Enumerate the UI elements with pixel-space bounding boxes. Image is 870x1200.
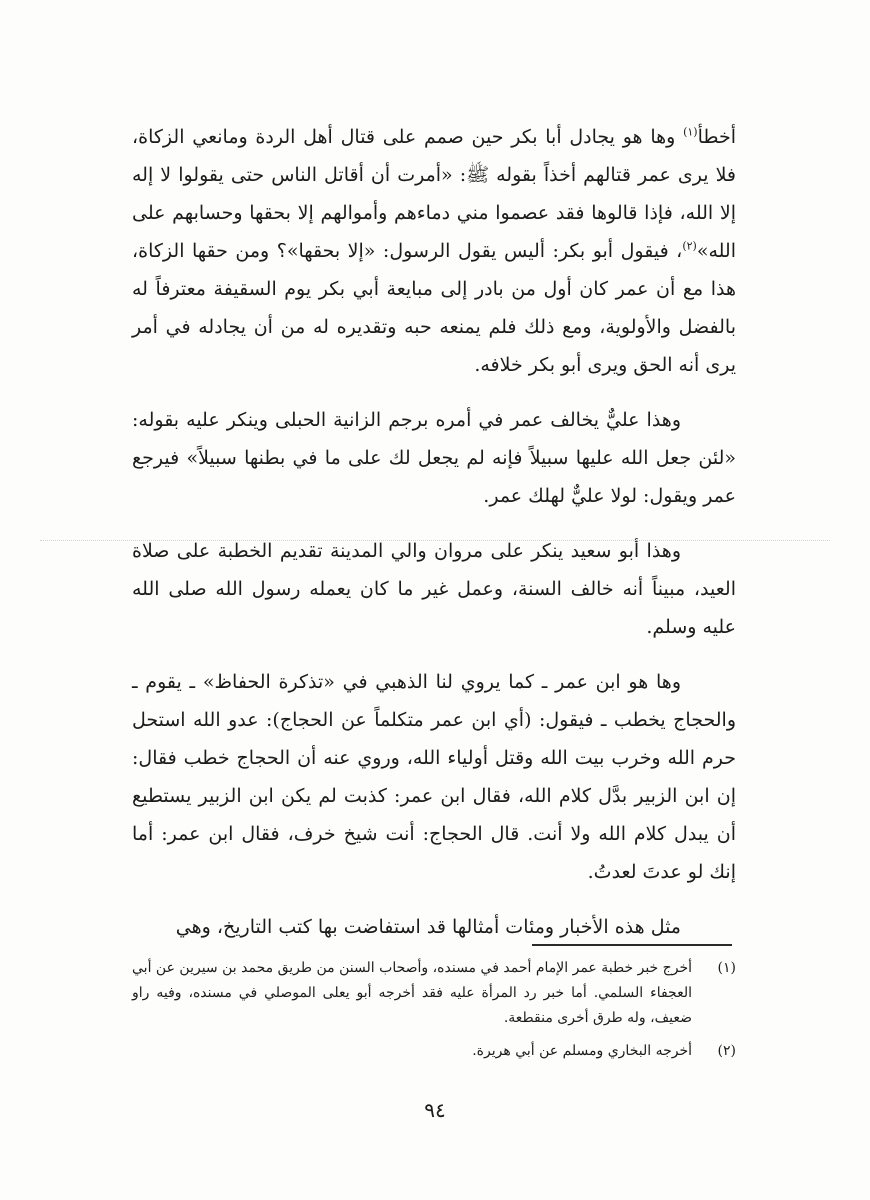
scan-artifact-line bbox=[40, 540, 830, 541]
page-number: ٩٤ bbox=[424, 1098, 446, 1122]
footnotes bbox=[132, 956, 736, 1072]
paragraph-1-middle: وها هو يجادل أبا بكر حين صمم على قتال أهل الردة ومانعي الزكاة، فلا يرى عمر قتالهم أخذاً بقوله ﷺ: «أمرت أن أقاتل الناس حتى يقولوا لا إله إلا الله، فإذا قالوها فقد عصموا مني دماءهم وأموالهم إلا بحقها وحسابهم على الله» bbox=[132, 126, 736, 262]
paragraph-3: وهذا أبو سعيد ينكر على مروان والي المدينة تقديم الخطبة على صلاة العيد، مبيناً أنه خالف السنة، وعمل غير ما كان يعمله رسول الله صلى الله عليه وسلم. bbox=[132, 540, 736, 638]
footnote-ref-2: (٢) bbox=[682, 239, 697, 253]
footnote-ref-1: (١) bbox=[683, 125, 698, 139]
footnote-1 bbox=[132, 956, 736, 1031]
paragraph-1-start: أخطأ bbox=[697, 126, 736, 148]
footnote-2 bbox=[132, 1039, 736, 1064]
paragraph-4: وها هو ابن عمر ـ كما يروي لنا الذهبي في «تذكرة الحفاظ» ـ يقوم ـ والحجاج يخطب ـ فيقول: (أي ابن عمر متكلماً عن الحجاج): عدو الله استحل حرم الله وخرب بيت الله وقتل أولياء الله، وروي عنه أن الحجاج خطب فقال: إن ابن الزبير بدَّل كلام الله، فقال ابن عمر: كذبت لم يكن ابن الزبير يستطيع أن يبدل كلام الله ولا أنت. قال الحجاج: أنت شيخ خرف، فقال ابن عمر: أما إنك لو عدتَ لعدتُ. bbox=[132, 671, 736, 883]
footnote-text: أخرجه البخاري ومسلم عن أبي هريرة. bbox=[472, 1043, 692, 1059]
paragraph-2: وهذا عليٌّ يخالف عمر في أمره برجم الزانية الحبلى وينكر عليه بقوله: «لئن جعل الله عليها سبيلاً فإنه لم يجعل لك على ما في بطنها سبيلاً» فيرجع عمر ويقول: لولا عليٌّ لهلك عمر. bbox=[132, 409, 736, 507]
footnote-marker: (١) bbox=[717, 960, 736, 976]
footnote-marker: (٢) bbox=[717, 1043, 736, 1059]
footnote-separator bbox=[532, 944, 732, 946]
footnote-text: أخرج خبر خطبة عمر الإمام أحمد في مسنده، وأصحاب السنن من طريق محمد بن سيرين عن أبي العجفاء السلمي. أما خبر رد المرأة عليه فقد أخرجه أبو يعلى الموصلي في مسنده، وفيه راو ضعيف، وله طرق أخرى منقطعة. bbox=[132, 960, 692, 1026]
paragraph-5: مثل هذه الأخبار ومئات أمثالها قد استفاضت بها كتب التاريخ، وهي bbox=[175, 916, 681, 938]
paragraph-1-end: ، فيقول أبو بكر: أليس يقول الرسول: «إلا بحقها»؟ ومن حقها الزكاة، هذا مع أن عمر كان أول من بادر إلى مبايعة أبي بكر يوم السقيفة معترفاً له بالفضل والأولوية، ومع ذلك فلم يمنعه حبه وتقديره له من أن يجادله في أمر يرى أنه الحق ويرى أبو بكر خلافه. bbox=[132, 240, 736, 376]
paragraph-1 bbox=[132, 118, 736, 384]
